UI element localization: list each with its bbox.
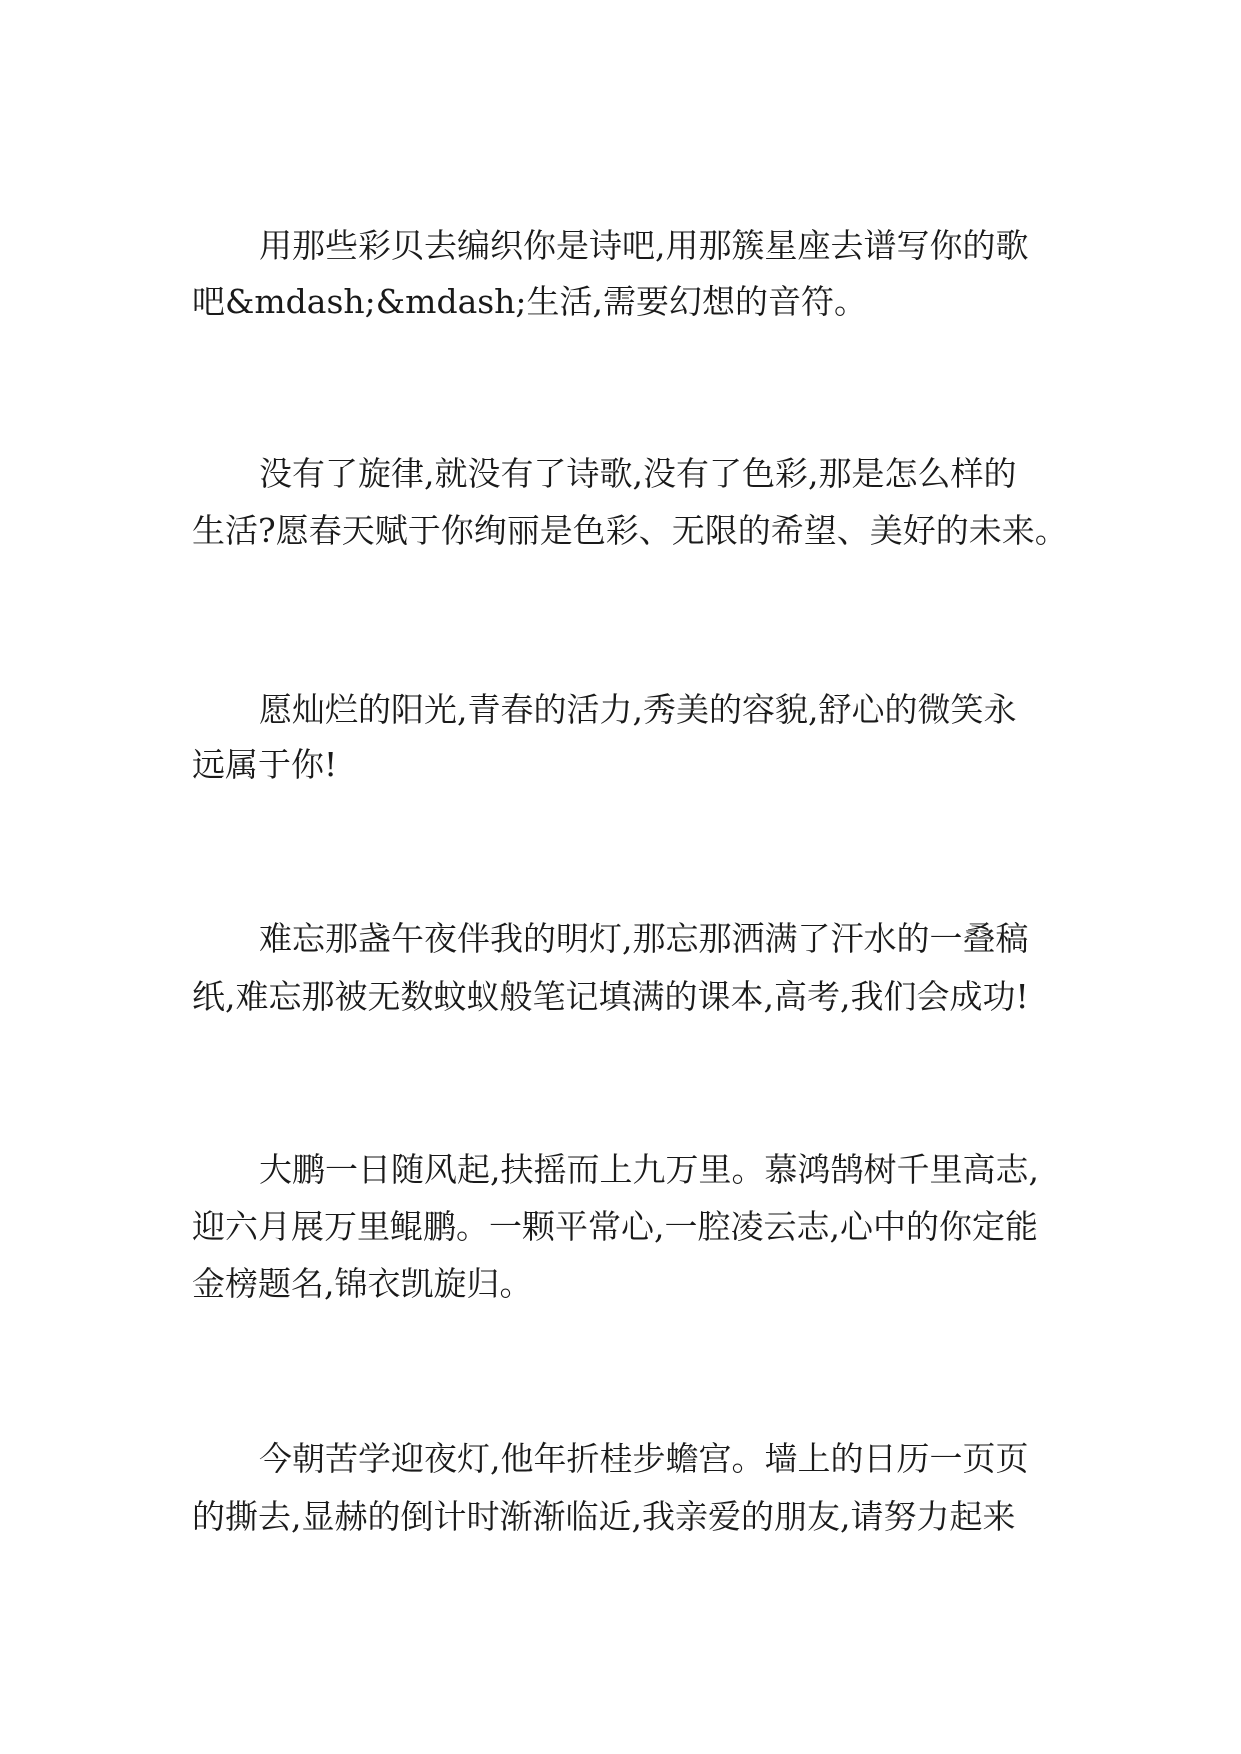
paragraph-1-line-1: 用那些彩贝去编织你是诗吧,用那簇星座去谱写你的歌 bbox=[259, 226, 1029, 265]
paragraph-5-line-3: 金榜题名,锦衣凯旋归。 bbox=[192, 1264, 533, 1303]
paragraph-6-line-2: 的撕去,显赫的倒计时渐渐临近,我亲爱的朋友,请努力起来 bbox=[192, 1497, 1016, 1536]
paragraph-2-line-2: 生活?愿春天赋于你绚丽是色彩、无限的希望、美好的未来。 bbox=[192, 511, 1068, 550]
paragraph-6-line-1: 今朝苦学迎夜灯,他年折桂步蟾宫。墙上的日历一页页 bbox=[259, 1439, 1029, 1478]
paragraph-4-line-1: 难忘那盏午夜伴我的明灯,那忘那洒满了汗水的一叠稿 bbox=[259, 919, 1029, 958]
paragraph-3-line-2: 远属于你! bbox=[192, 745, 338, 784]
paragraph-5-line-2: 迎六月展万里鲲鹏。一颗平常心,一腔凌云志,心中的你定能 bbox=[192, 1207, 1038, 1246]
paragraph-5-line-1: 大鹏一日随风起,扶摇而上九万里。慕鸿鹄树千里高志, bbox=[259, 1150, 1039, 1189]
paragraph-4-line-2: 纸,难忘那被无数蚊蚁般笔记填满的课本,高考,我们会成功! bbox=[192, 977, 1029, 1016]
paragraph-2-line-1: 没有了旋律,就没有了诗歌,没有了色彩,那是怎么样的 bbox=[259, 454, 1017, 493]
paragraph-3-line-1: 愿灿烂的阳光,青春的活力,秀美的容貌,舒心的微笑永 bbox=[259, 690, 1017, 729]
paragraph-1-line-2: 吧&mdash;&mdash;生活,需要幻想的音符。 bbox=[192, 282, 868, 321]
